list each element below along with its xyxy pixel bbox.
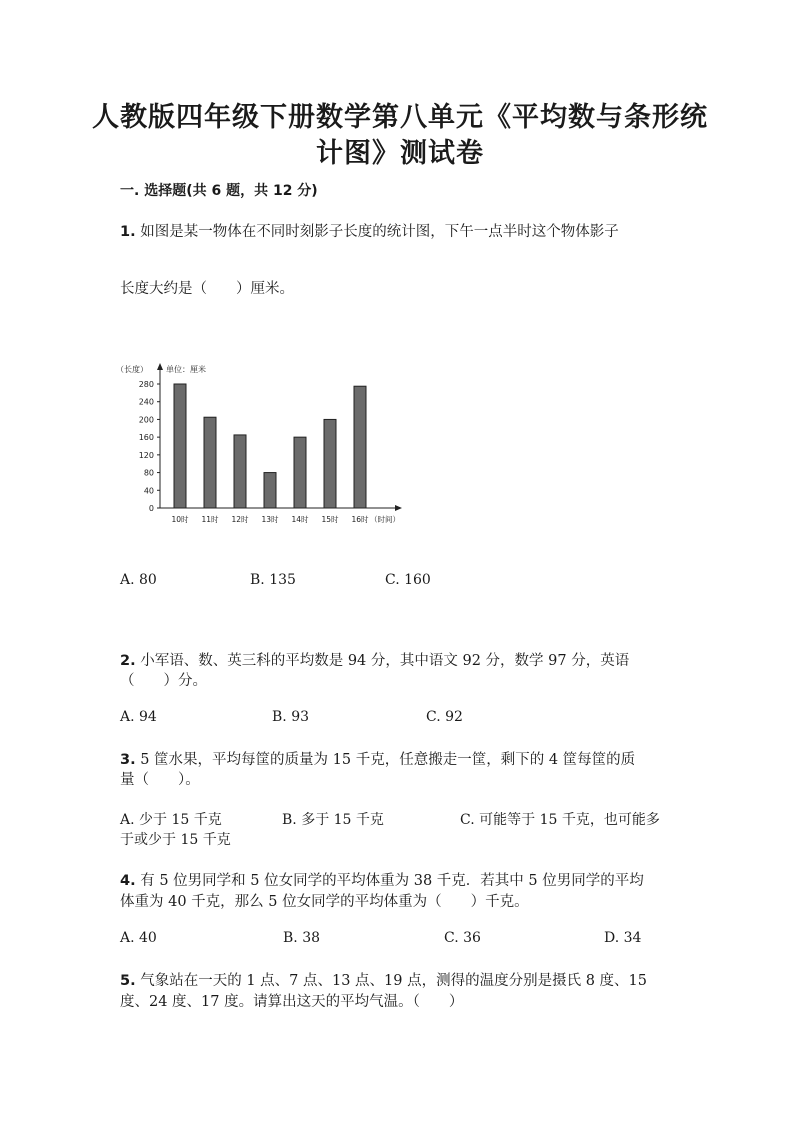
question-4-option-b[interactable]: B. 38 bbox=[283, 930, 321, 946]
y-tick-label: 40 bbox=[143, 486, 154, 496]
question-4-number: 4. bbox=[120, 873, 136, 889]
question-3-line2: 量（ ）。 bbox=[120, 772, 200, 788]
x-tick-label: 10时 bbox=[171, 515, 189, 524]
bar bbox=[234, 435, 246, 508]
question-3-option-b[interactable]: B. 多于 15 千克 bbox=[282, 812, 384, 828]
question-4-text: 有 5 位男同学和 5 位女同学的平均体重为 38 千克．若其中 5 位男同学的平均 bbox=[140, 873, 644, 889]
question-5-line1 bbox=[120, 969, 647, 990]
y-tick-label: 240 bbox=[138, 397, 154, 407]
page-title-line1: 人教版四年级下册数学第八单元《平均数与条形统 bbox=[92, 102, 708, 133]
page-title-line2: 计图》测试卷 bbox=[316, 138, 484, 169]
bar bbox=[204, 417, 216, 508]
question-2-text: 小军语、数、英三科的平均数是 94 分，其中语文 92 分，数学 97 分，英语 bbox=[140, 653, 630, 669]
question-2-line1 bbox=[120, 649, 629, 670]
question-1-text: 如图是某一物体在不同时刻影子长度的统计图，下午一点半时这个物体影子 bbox=[140, 224, 619, 240]
shadow-length-bar-chart bbox=[110, 355, 410, 535]
x-axis-arrow bbox=[395, 505, 402, 511]
section-heading: 一. 选择题(共 6 题，共 12 分) bbox=[120, 183, 318, 199]
bar bbox=[264, 473, 276, 508]
x-tick-label: 14时 bbox=[291, 515, 309, 524]
question-2-option-a[interactable]: A. 94 bbox=[120, 709, 157, 725]
unit-label: 单位：厘米 bbox=[166, 365, 206, 374]
question-1-option-a[interactable]: A. 80 bbox=[120, 572, 157, 588]
y-tick-label: 80 bbox=[143, 468, 154, 478]
question-3-number: 3. bbox=[120, 752, 136, 768]
question-2-number: 2. bbox=[120, 653, 136, 669]
question-2-line2: （ ）分。 bbox=[120, 673, 207, 689]
question-1-line2: 长度大约是（ ）厘米。 bbox=[120, 281, 294, 297]
bar bbox=[324, 419, 336, 508]
question-4-line2: 体重为 40 千克，那么 5 位女同学的平均体重为（ ）千克。 bbox=[120, 894, 529, 910]
y-tick-label: 200 bbox=[138, 415, 154, 425]
question-4-line1 bbox=[120, 869, 644, 890]
question-1-option-b[interactable]: B. 135 bbox=[250, 572, 296, 588]
x-tick-label: 11时 bbox=[201, 515, 219, 524]
question-1-option-c[interactable]: C. 160 bbox=[385, 572, 431, 588]
bar bbox=[354, 386, 366, 508]
question-3-line1 bbox=[120, 748, 635, 769]
y-tick-label: 280 bbox=[138, 380, 154, 389]
x-axis-label: （时间） bbox=[370, 515, 400, 524]
y-axis-arrow bbox=[157, 363, 163, 370]
y-tick-label: 120 bbox=[138, 450, 154, 460]
question-1-number: 1. bbox=[120, 224, 136, 240]
y-tick-label: 160 bbox=[138, 433, 154, 443]
question-4-option-c[interactable]: C. 36 bbox=[444, 930, 481, 946]
question-2-option-c[interactable]: C. 92 bbox=[426, 709, 463, 725]
y-tick-label: 0 bbox=[148, 504, 154, 513]
question-3-option-c-continued: 于或少于 15 千克 bbox=[120, 832, 231, 848]
question-3-option-c[interactable]: C. 可能等于 15 千克，也可能多 bbox=[460, 812, 660, 828]
question-3-text: 5 筐水果，平均每筐的质量为 15 千克，任意搬走一筐，剩下的 4 筐每筐的质 bbox=[140, 752, 636, 768]
question-1-line1 bbox=[120, 220, 619, 241]
question-5-text: 气象站在一天的 1 点、7 点、13 点、19 点，测得的温度分别是摄氏 8 度、15 bbox=[140, 973, 648, 989]
question-4-option-a[interactable]: A. 40 bbox=[120, 930, 157, 946]
question-2-option-b[interactable]: B. 93 bbox=[272, 709, 310, 725]
x-tick-label: 16时 bbox=[351, 515, 369, 524]
question-3-option-a[interactable]: A. 少于 15 千克 bbox=[120, 812, 222, 828]
question-5-number: 5. bbox=[120, 973, 136, 989]
question-4-option-d[interactable]: D. 34 bbox=[604, 930, 642, 946]
question-5-line2: 度、24 度、17 度。请算出这天的平均气温。（ ） bbox=[120, 994, 464, 1010]
bar bbox=[294, 437, 306, 508]
bar bbox=[174, 384, 186, 508]
x-tick-label: 13时 bbox=[261, 515, 279, 524]
x-tick-label: 15时 bbox=[321, 515, 339, 524]
x-tick-label: 12时 bbox=[231, 515, 249, 524]
y-axis-label: （长度） bbox=[116, 365, 148, 374]
